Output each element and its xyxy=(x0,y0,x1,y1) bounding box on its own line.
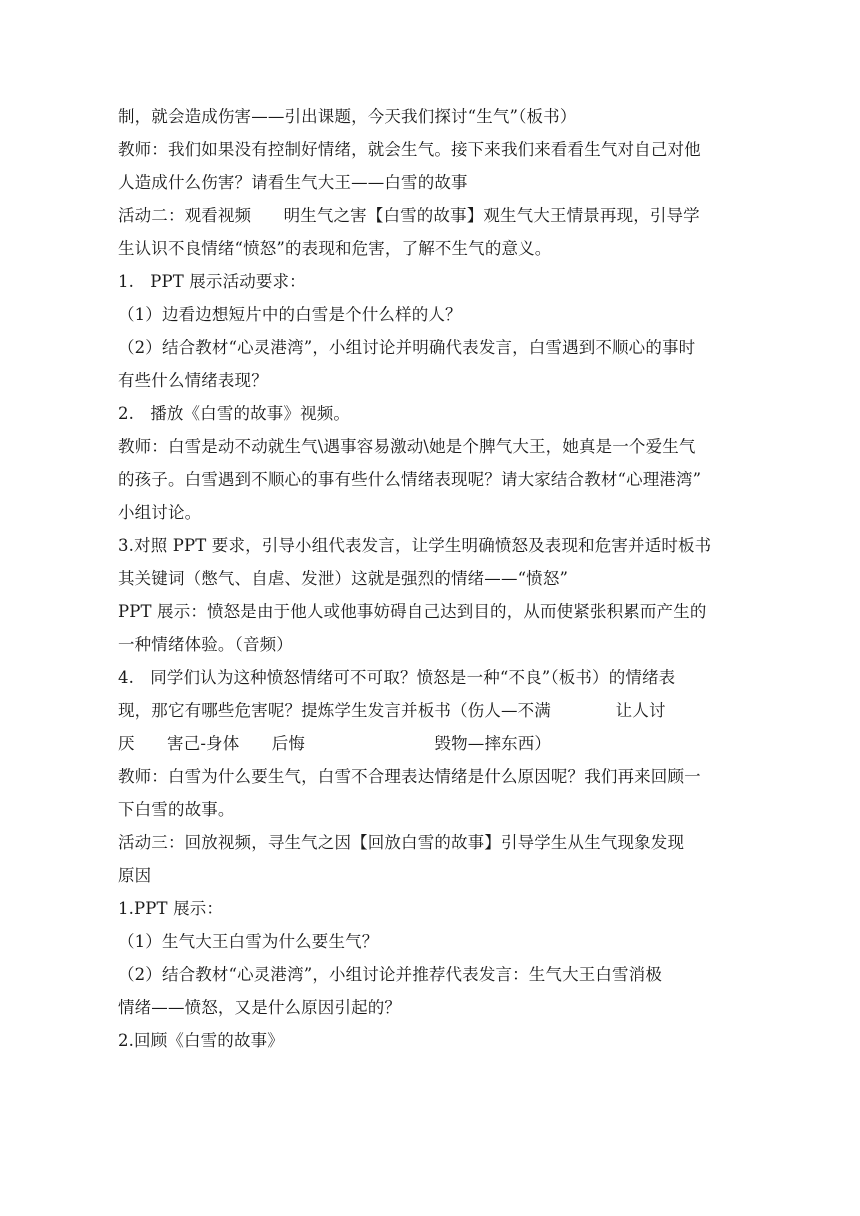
text-line: 情绪——愤怒，又是什么原因引起的？ xyxy=(118,998,402,1017)
text-line: 1.PPT 展示： xyxy=(118,899,224,918)
text-line: 活动二：观看视频 明生气之害【白雪的故事】观生气大王情景再现，引导学 xyxy=(118,206,700,225)
text-line: 教师：白雪为什么要生气，白雪不合理表达情绪是什么原因呢？我们再来回顾一 xyxy=(118,767,701,786)
text-line: （2）结合教材“心灵港湾”，小组讨论并明确代表发言，白雪遇到不顺心的事时 xyxy=(118,338,696,357)
text-line: 现，那它有哪些危害呢？提炼学生发言并板书（伤人—不满 让人讨 xyxy=(118,701,666,720)
text-line: 一种情绪体验。（音频） xyxy=(118,635,293,654)
text-line: 1. PPT 展示活动要求： xyxy=(118,272,306,291)
text-line: 3.对照 PPT 要求，引导小组代表发言，让学生明确愤怒及表现和危害并适时板书 xyxy=(118,536,712,555)
text-line: 有些什么情绪表现？ xyxy=(118,371,268,390)
text-line: 厌 害己-身体 后悔 毁物—摔东西） xyxy=(118,734,552,753)
text-line: PPT 展示：愤怒是由于他人或他事妨碍自己达到目的，从而使紧张积累而产生的 xyxy=(118,602,707,621)
text-line: 生认识不良情绪“愤怒”的表现和危害，了解不生气的意义。 xyxy=(118,239,552,258)
text-line: 小组讨论。 xyxy=(118,503,202,522)
text-line: 活动三：回放视频，寻生气之因【回放白雪的故事】引导学生从生气现象发现 xyxy=(118,833,685,852)
text-line: 教师：我们如果没有控制好情绪，就会生气。接下来我们来看看生气对自己对他 xyxy=(118,140,701,159)
text-line: （2）结合教材“心灵港湾”，小组讨论并推荐代表发言：生气大王白雪消极 xyxy=(118,965,662,984)
text-line: 4. 同学们认为这种愤怒情绪可不可取？愤怒是一种“不良”（板书）的情绪表 xyxy=(118,668,676,687)
document-page xyxy=(118,100,738,1057)
text-line: 下白雪的故事。 xyxy=(118,800,235,819)
text-line: 其关键词（憋气、自虐、发泄）这就是强烈的情绪——“愤怒” xyxy=(118,569,569,588)
text-line: 原因 xyxy=(118,866,152,885)
text-line: 教师：白雪是动不动就生气\遇事容易激动\她是个脾气大王，她真是一个爱生气 xyxy=(118,437,696,456)
text-line: 2. 播放《白雪的故事》视频。 xyxy=(118,404,351,423)
text-line: 制，就会造成伤害——引出课题，今天我们探讨“生气”（板书） xyxy=(118,107,577,126)
text-line: （1）边看边想短片中的白雪是个什么样的人？ xyxy=(118,305,462,324)
text-line: 人造成什么伤害？请看生气大王——白雪的故事 xyxy=(118,173,468,192)
text-line: 的孩子。白雪遇到不顺心的事有些什么情绪表现呢？请大家结合教材“心理港湾” xyxy=(118,470,702,489)
text-line: （1）生气大王白雪为什么要生气？ xyxy=(118,932,379,951)
text-line: 2.回顾《白雪的故事》 xyxy=(118,1031,284,1050)
